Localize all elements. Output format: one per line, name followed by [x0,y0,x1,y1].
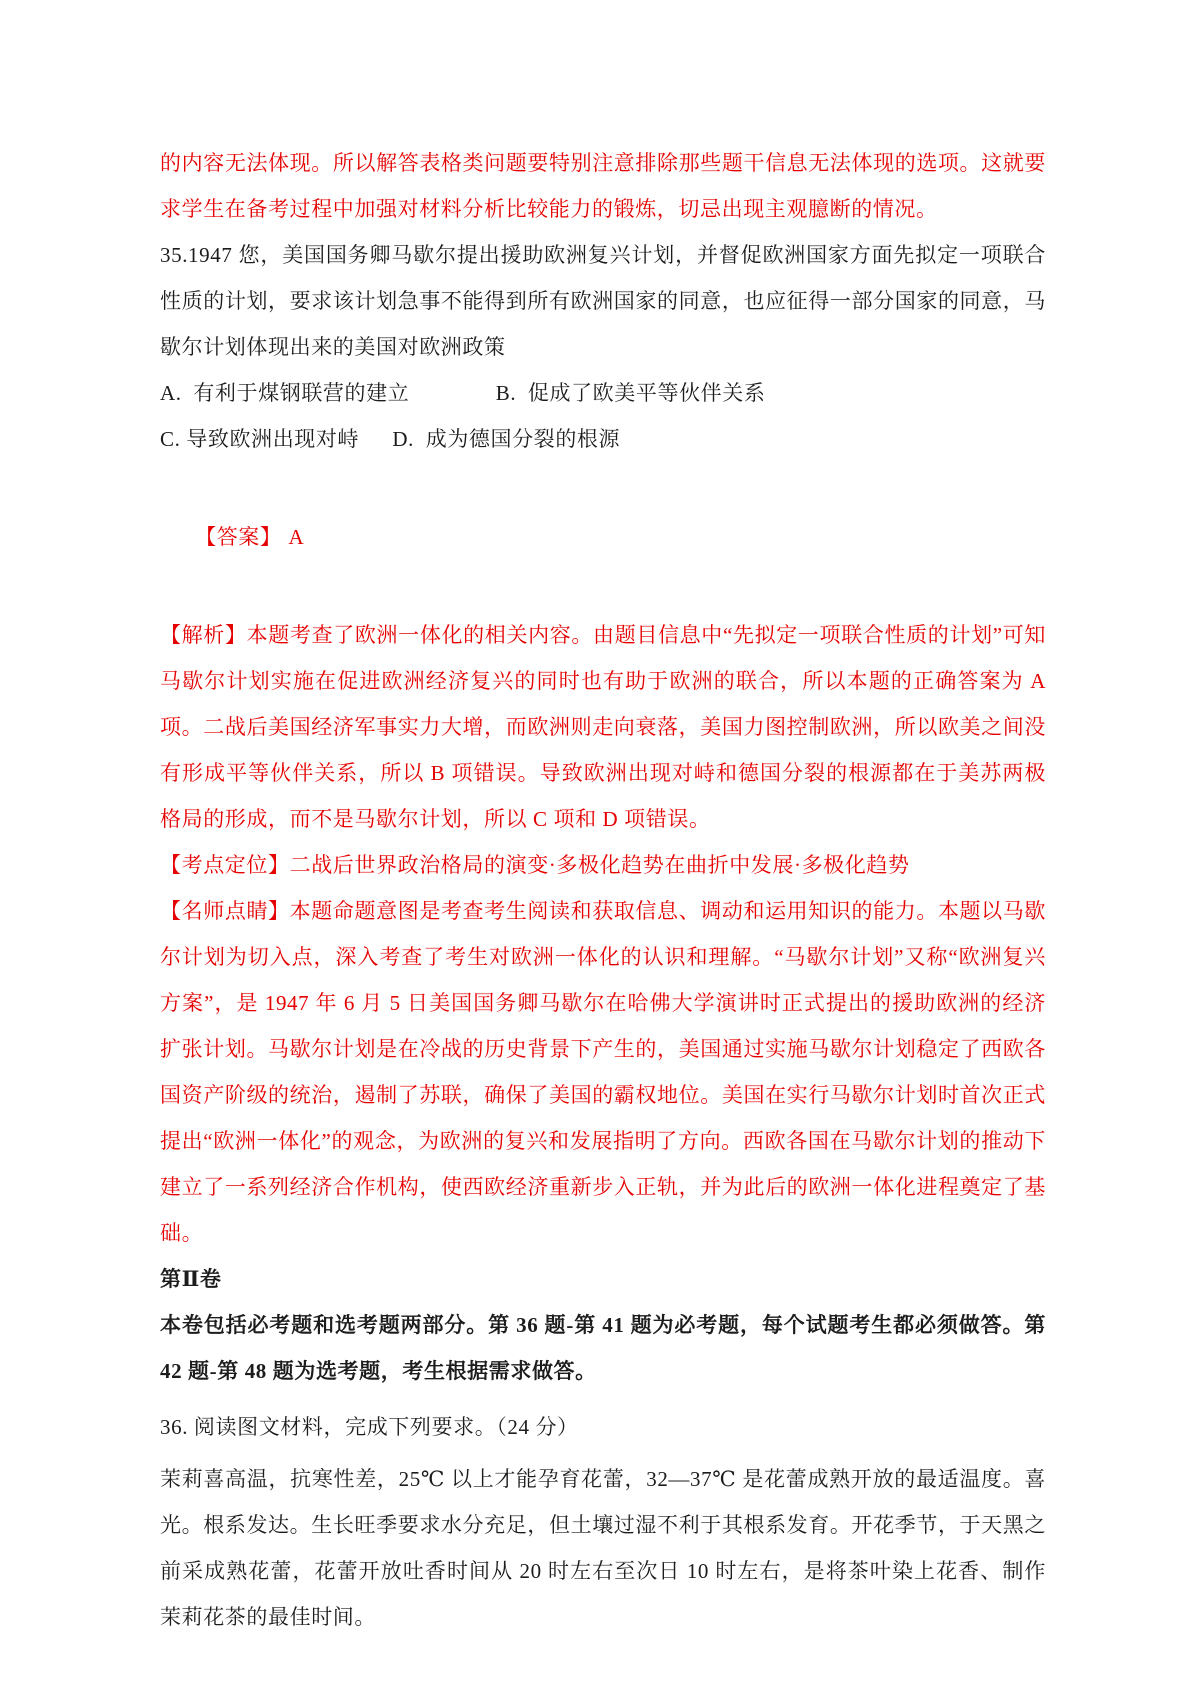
question-36-stem: 36. 阅读图文材料，完成下列要求。（24 分） [160,1415,579,1439]
section-2-title: 第Ⅱ卷 [160,1267,222,1291]
question-35-analysis: 【解析】本题考查了欧洲一体化的相关内容。由题目信息中“先拟定一项联合性质的计划”可知马歇尔计划实施在促进欧洲经济复兴的同时也有助于欧洲的联合，所以本题的正确答案为 A 项。二战后美国经济军事实力大增，而欧洲则走向衰落，美国力图控制欧洲，所以欧美之间没有形成平等伙伴关系，所以 B 项错误。导致欧洲出现对峙和德国分裂的根源都在于美苏两极格局的形成，而不是马歇尔计划，所以 C 项和 D 项错误。 [160,623,1052,831]
intro-note-paragraph: 的内容无法体现。所以解答表格类问题要特别注意排除那些题干信息无法体现的选项。这就要求学生在备考过程中加强对材料分析比较能力的锻炼，切忌出现主观臆断的情况。 [160,151,1046,221]
section-2-instructions: 本卷包括必考题和选考题两部分。第 36 题-第 41 题为必考题，每个试题考生都必须做答。第 42 题-第 48 题为选考题，考生根据需求做答。 [160,1313,1052,1383]
question-35-stem: 35.1947 您，美国国务卿马歇尔提出援助欧洲复兴计划，并督促欧洲国家方面先拟定一项联合性质的计划，要求该计划急事不能得到所有欧洲国家的同意，也应征得一部分国家的同意，马歇尔计划体现出来的美国对欧洲政策 [160,243,1046,359]
answer-value: A [288,525,305,549]
answer-label: 【答案】 [195,525,282,549]
question-35-exam-point: 【考点定位】二战后世界政治格局的演变·多极化趋势在曲折中发展·多极化趋势 [160,853,910,877]
question-35-answer-line [160,468,1046,606]
question-35-options-ab: A. 有利于煤钢联营的建立 B. 促成了欧美平等伙伴关系 [160,381,766,405]
question-35-options-cd: C. 导致欧洲出现对峙 D. 成为德国分裂的根源 [160,427,621,451]
document-content [160,140,1052,1640]
question-35-teacher-tip: 【名师点睛】本题命题意图是考查考生阅读和获取信息、调动和运用知识的能力。本题以马歇尔计划为切入点，深入考查了考生对欧洲一体化的认识和理解。“马歇尔计划”又称“欧洲复兴方案”，是 1947 年 6 月 5 日美国国务卿马歇尔在哈佛大学演讲时正式提出的援助欧洲的经济扩张计划。马歇尔计划是在冷战的历史背景下产生的，美国通过实施马歇尔计划稳定了西欧各国资产阶级的统治，遏制了苏联，确保了美国的霸权地位。美国在实行马歇尔计划时首次正式提出“欧洲一体化”的观念，为欧洲的复兴和发展指明了方向。西欧各国在马歇尔计划的推动下建立了一系列经济合作机构，使西欧经济重新步入正轨，并为此后的欧洲一体化进程奠定了基础。 [160,899,1046,1245]
question-36-material: 茉莉喜高温，抗寒性差，25℃ 以上才能孕育花蕾，32—37℃ 是花蕾成熟开放的最适温度。喜光。根系发达。生长旺季要求水分充足，但土壤过湿不利于其根系发育。开花季节，于天黑之前采成熟花蕾，花蕾开放吐香时间从 20 时左右至次日 10 时左右，是将茶叶染上花香、制作茉莉花茶的最佳时间。 [160,1467,1046,1629]
